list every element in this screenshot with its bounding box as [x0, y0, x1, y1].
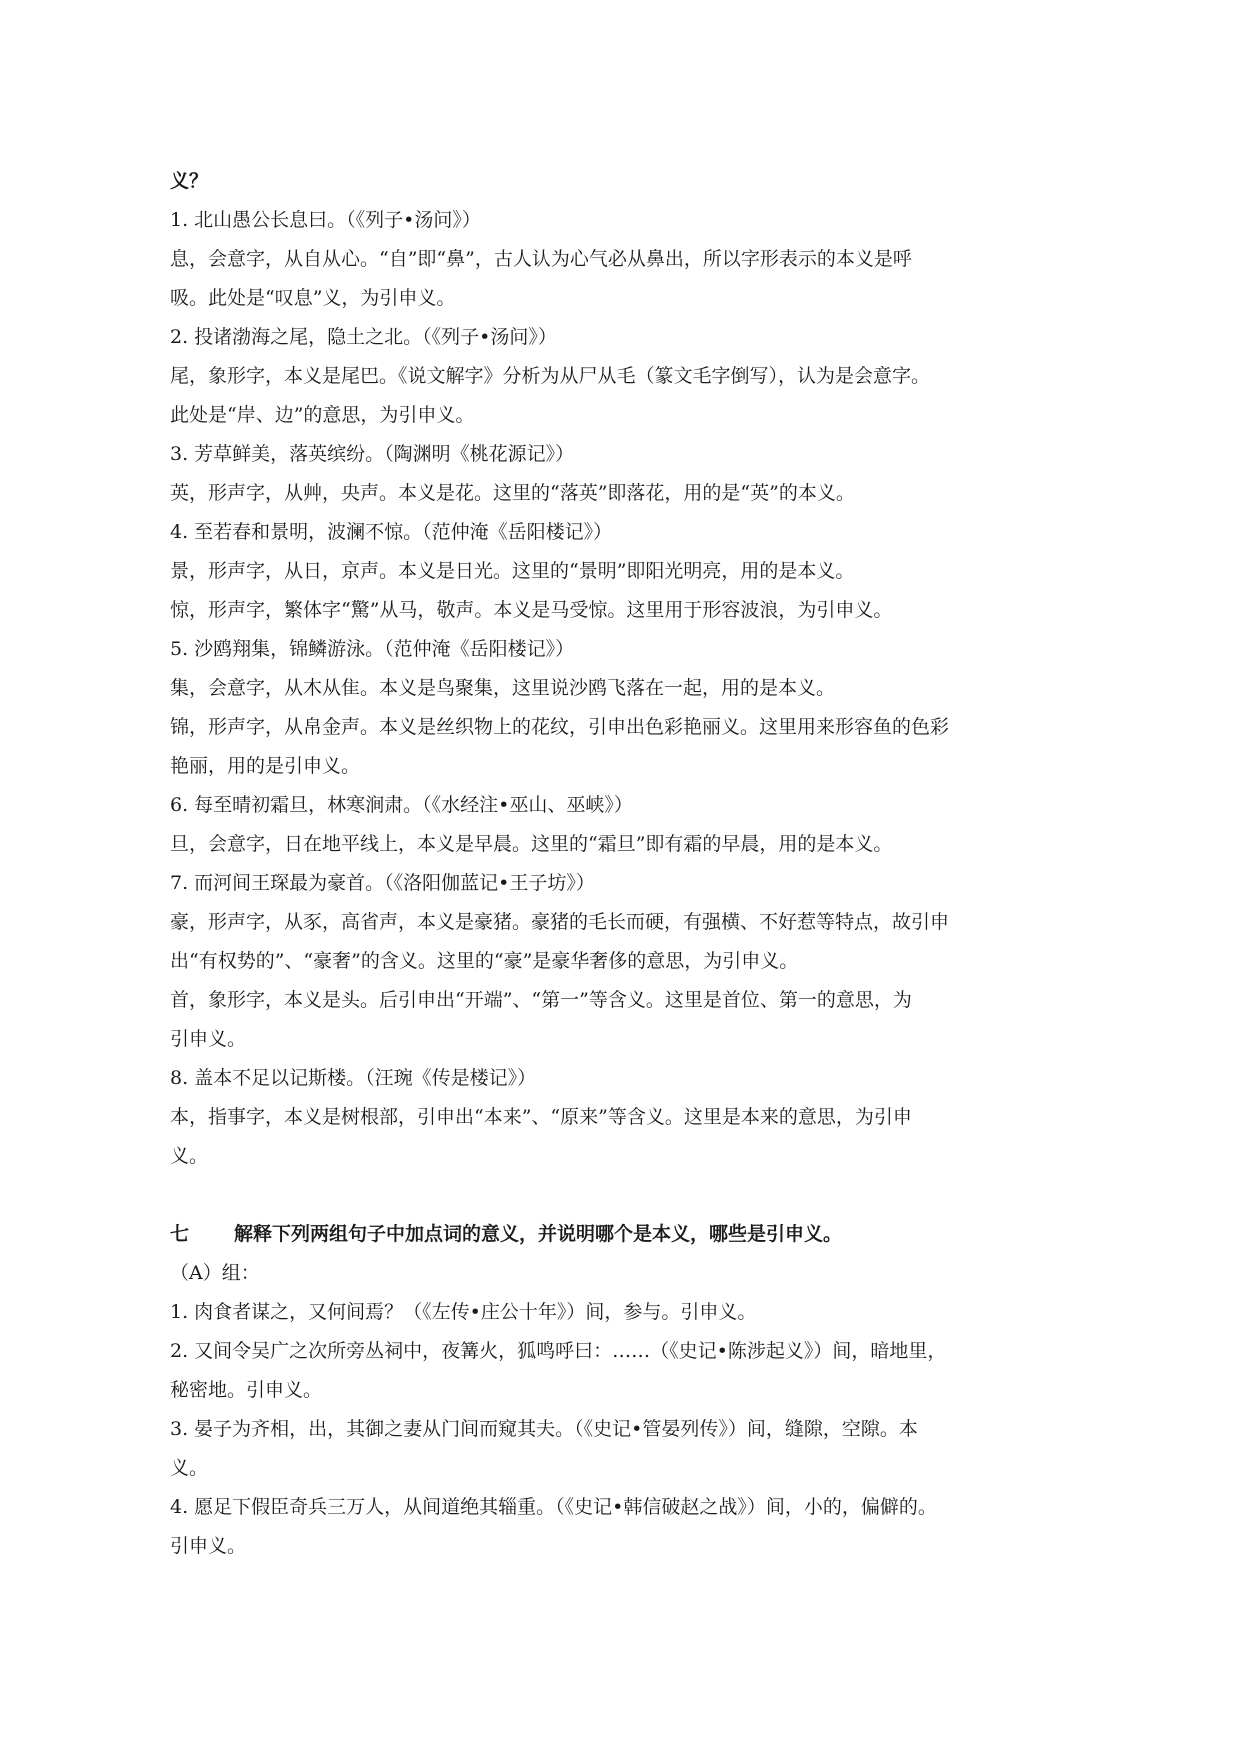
document-page — [170, 162, 1090, 1566]
section-number: 七 — [170, 1223, 190, 1245]
text-line: 2. 又间令吴广之次所旁丛祠中，夜篝火，狐鸣呼曰：……（《史记•陈涉起义》）间，暗地里， — [170, 1340, 947, 1362]
paragraph-block-2 — [170, 1254, 1090, 1566]
text-line: 义？ — [170, 170, 209, 192]
text-line: 6. 每至晴初霜旦，林寒涧肃。（《水经注•巫山、巫峡》） — [170, 794, 633, 816]
text-line: 2. 投诸渤海之尾，隐土之北。（《列子•汤问》） — [170, 326, 557, 348]
text-line: 8. 盖本不足以记斯楼。（汪琬《传是楼记》） — [170, 1067, 537, 1089]
text-line: 英，形声字，从艸，央声。本义是花。这里的“落英”即落花，用的是“英”的本义。 — [170, 482, 855, 504]
text-line: 息，会意字，从自从心。“自”即“鼻”，古人认为心气必从鼻出，所以字形表示的本义是呼 — [170, 248, 912, 270]
text-line: 本，指事字，本义是树根部，引申出“本来”、“原来”等含义。这里是本来的意思，为引申 — [170, 1106, 912, 1128]
text-line: 秘密地。引申义。 — [170, 1379, 323, 1401]
text-line: 1. 肉食者谋之，又何间焉？（《左传•庄公十年》）间，参与。引申义。 — [170, 1301, 757, 1323]
text-line: 5. 沙鸥翔集，锦鳞游泳。（范仲淹《岳阳楼记》） — [170, 638, 575, 660]
text-line: 旦，会意字，日在地平线上，本义是早晨。这里的“霜旦”即有霜的早晨，用的是本义。 — [170, 833, 893, 855]
blank-line — [170, 1176, 1090, 1215]
text-line: 尾，象形字，本义是尾巴。《说文解字》分析为从尸从毛（篆文毛字倒写），认为是会意字。 — [170, 365, 931, 387]
text-line: 义。 — [170, 1457, 209, 1479]
section-heading — [170, 1215, 1090, 1254]
text-line: 义。 — [170, 1145, 209, 1167]
text-line: 1. 北山愚公长息曰。（《列子•汤问》） — [170, 209, 481, 231]
text-line: （A）组： — [170, 1262, 260, 1284]
text-line: 4. 愿足下假臣奇兵三万人，从间道绝其辎重。（《史记•韩信破赵之战》）间，小的，偏僻的。 — [170, 1496, 937, 1518]
paragraph-block-1 — [170, 162, 1090, 1176]
text-line: 锦，形声字，从帛金声。本义是丝织物上的花纹，引申出色彩艳丽义。这里用来形容鱼的色彩 — [170, 716, 950, 738]
text-line: 4. 至若春和景明，波澜不惊。（范仲淹《岳阳楼记》） — [170, 521, 613, 543]
text-line: 3. 晏子为齐相，出，其御之妻从门间而窥其夫。（《史记•管晏列传》）间，缝隙，空隙。本 — [170, 1418, 918, 1440]
text-line: 首，象形字，本义是头。后引申出“开端”、“第一”等含义。这里是首位、第一的意思，为 — [170, 989, 912, 1011]
text-line: 豪，形声字，从豕，高省声，本义是豪猪。豪猪的毛长而硬，有强横、不好惹等特点，故引申 — [170, 911, 950, 933]
text-line: 此处是“岸、边”的意思，为引申义。 — [170, 404, 475, 426]
text-line: 惊，形声字，繁体字“驚”从马，敬声。本义是马受惊。这里用于形容波浪，为引申义。 — [170, 599, 893, 621]
text-line: 7. 而河间王琛最为豪首。（《洛阳伽蓝记•王子坊》） — [170, 872, 595, 894]
text-line: 3. 芳草鲜美，落英缤纷。（陶渊明《桃花源记》） — [170, 443, 575, 465]
text-line: 引申义。 — [170, 1535, 247, 1557]
text-line: 出“有权势的”、“豪奢”的含义。这里的“豪”是豪华奢侈的意思，为引申义。 — [170, 950, 799, 972]
text-line: 引申义。 — [170, 1028, 247, 1050]
text-line: 景，形声字，从日，京声。本义是日光。这里的“景明”即阳光明亮，用的是本义。 — [170, 560, 855, 582]
section-title: 解释下列两组句子中加点词的意义，并说明哪个是本义，哪些是引申义。 — [234, 1223, 843, 1245]
text-line: 艳丽，用的是引申义。 — [170, 755, 361, 777]
text-line: 吸。此处是“叹息”义，为引申义。 — [170, 287, 456, 309]
text-line: 集，会意字，从木从隹。本义是鸟聚集，这里说沙鸥飞落在一起，用的是本义。 — [170, 677, 836, 699]
